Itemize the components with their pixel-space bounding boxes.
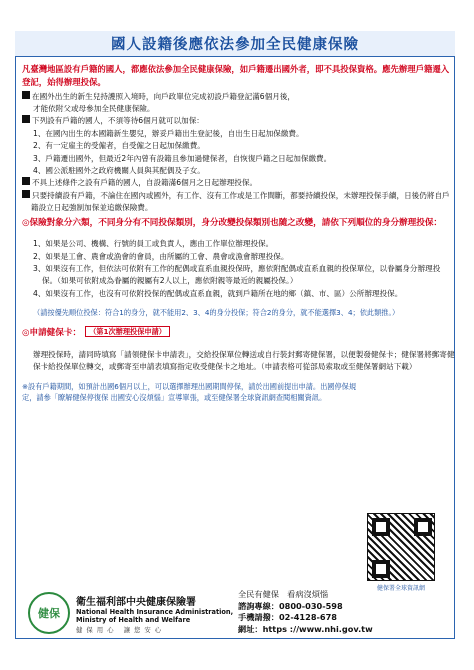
footer-org [28,592,233,634]
org-info [76,593,233,634]
section1-note: （請按優先順位投保：符合1的身分，就不能用2、3、4的身分投保；符合2的身分，就不能選擇3、4；依此類推。） [33,308,400,318]
box1-text-cont: 才能依附父或母參加全民健康保險。 [33,104,155,113]
mobile-text[interactable]: 手機請撥：02-4128-678 [238,612,338,623]
square-bullet-icon [22,115,30,123]
org-slogan: 健保用心 讓您安心 [76,625,166,634]
org-name-zh: 衛生福利部中央健康保險署 [76,596,196,608]
box4-text: 只要持續設有戶籍，不論住在國內或國外，有工作、沒有工作或是工作間斷，都要持續投保，未辦理投保手續，日後仍將自戶籍設立日起強制加保並追繳保險費。 [22,190,450,215]
first-application-badge: （第1次辦理投保申請） [85,326,170,337]
section2-body: 辦理投保時，請同時填寫「請領健保卡申請表」，交給投保單位轉送或自行裝封郵寄健保署，以便製發健保卡；健保署將郵寄健保卡給投保單位轉交，或郵寄至申請表填寫指定收受健保卡之地址。（申請表格可從部局索取或至健保署網站下載） [33,349,455,372]
org-name-en: National Health Insurance Administration, [76,607,234,616]
nhi-logo-icon: 健保 [28,592,70,634]
section1-item: 4、如果沒有工作，也沒有可依附投保的配偶或直系血親，就到戶籍所在地的鄉（鎮、市、區）公所辦理投保。 [33,288,403,298]
org-name-en: Ministry of Health and Welfare [76,615,191,624]
square-bullet-icon [22,177,30,185]
box2-item: 3、戶籍遷出國外，但最近2年內曾有設籍且參加過健保者，自恢復戶籍之日起加保繳費。 [33,153,332,163]
title-bar [15,31,455,57]
page-title: 國人設籍後應依法參加全民健康保險 [111,37,359,53]
hotline-text[interactable]: 諮詢專線：0800-030-598 [238,600,343,611]
footer-contact [238,589,373,635]
qr-code-icon[interactable] [367,513,435,581]
box3-text: 不具上述條件之設有戶籍的國人，自設籍滿6個月之日起辦理投保。 [22,177,450,189]
section2-heading: ◎申請健保卡： （第1次辦理投保申請） [22,326,450,340]
contact-tagline: 全民有健保 看病沒煩惱 [238,589,329,599]
website-link[interactable]: 網址：https ://www.nhi.gov.tw [238,623,373,634]
intro-text: 凡臺灣地區設有戶籍的國人，都應依法參加全民健康保險，如戶籍遷出國外者，即不具投保資格。應先辦理戶籍遷入登記，始得辦理投保。 [22,64,450,87]
section1-item: 2、如果是工會、農會或漁會的會員，由所屬的工會、農會或漁會辦理投保。 [33,251,289,261]
section1-heading: ◎保險對象分六類，不同身分有不同投保類別，身分改變投保類別也隨之改變，請依下列順位的身分辦理投保： [22,217,443,228]
square-bullet-icon [22,190,30,198]
section1-item: 3、如果沒有工作，但依法可依附有工作的配偶或直系血親投保時，應依附配偶或直系血親的投保單位，以眷屬身分辦理投保。（如果可依附成為眷屬的親屬有2人以上，應依附親等最近的親屬投保。） [33,264,441,286]
box2-item: 2、有一定雇主的受僱者，自受僱之日起加保繳費。 [33,141,205,151]
box2-item: 1、在國內出生的本國籍新生嬰兒，辦妥戶籍出生登記後，自出生日起加保繳費。 [33,128,304,138]
box2-item: 4、國公派駐國外之政府機關人員與其配偶及子女。 [33,166,205,176]
square-bullet-icon [22,91,30,99]
document-body [22,63,455,411]
footnote: ※設有戶籍期間，如預計出國6個月以上，可以選擇辦理出國期間停保，請於出國前提出申請。出國停保規定，請參「瞭解健保停復保 出國安心沒煩惱」宣導單張，或至健保署全球資訊網查閱相關資訊。 [22,381,357,403]
qr-code-label: 健保署全球資訊網 [376,585,425,592]
section1-item: 1、如果是公司、機構、行號的員工或負責人，應由工作單位辦理投保。 [33,239,274,249]
box1-text: 在國外出生的新生兒持護照入境時，向戶政單位完成初設戶籍登記滿6個月後， [22,91,450,103]
box2-head: 下列設有戶籍的國人，不須等待6個月就可以加保： [22,115,450,127]
